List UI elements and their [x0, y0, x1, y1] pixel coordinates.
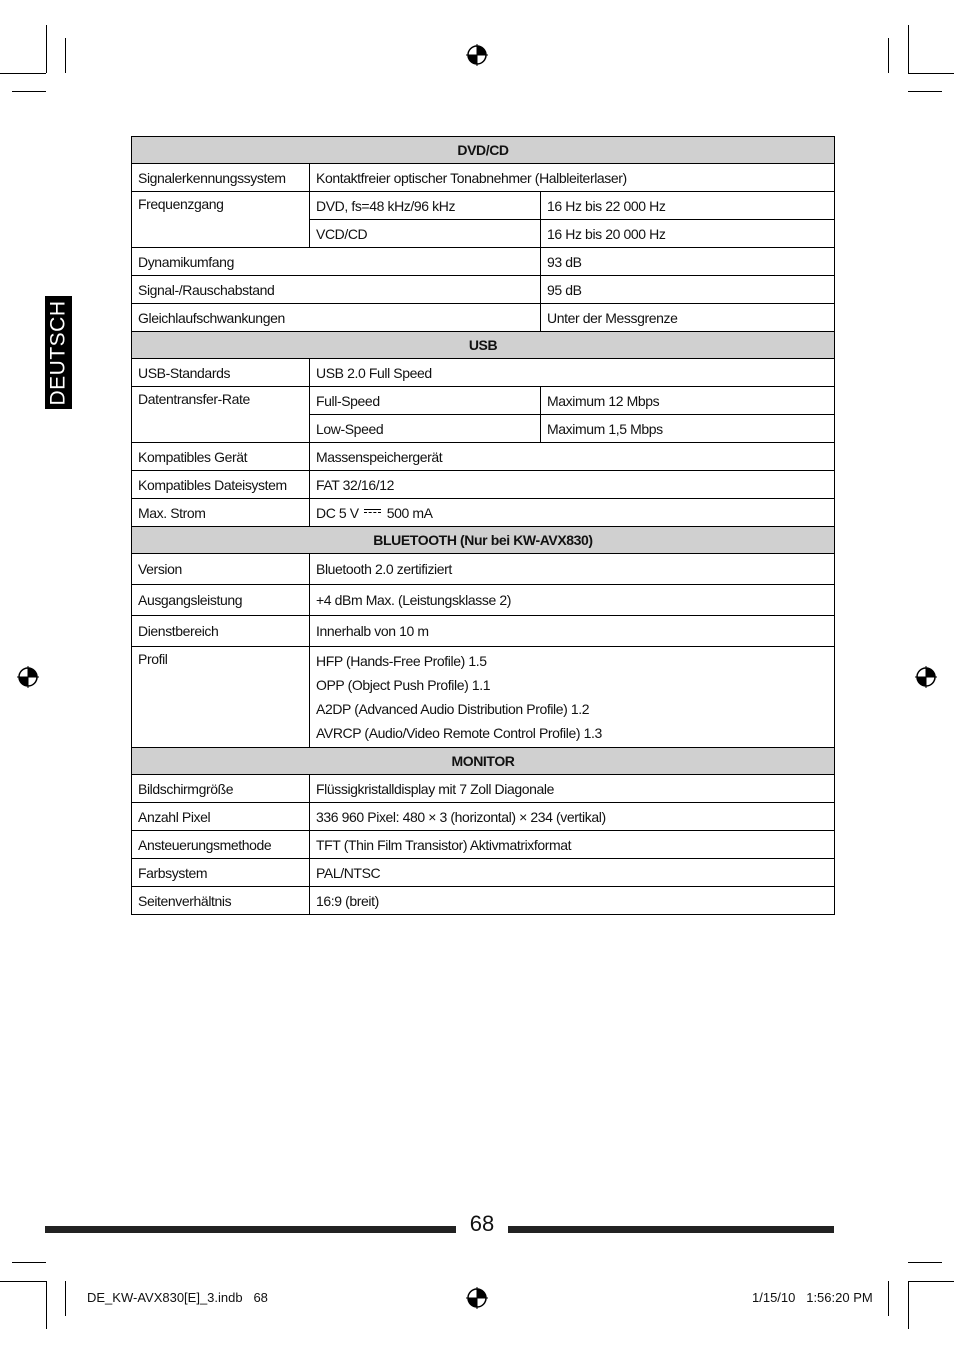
- table-row: [132, 859, 835, 887]
- table-row: [132, 616, 835, 647]
- spec-value: Flüssigkristalldisplay mit 7 Zoll Diagonale: [310, 775, 835, 803]
- crop-mark: [908, 25, 909, 73]
- registration-mark-icon: [466, 1287, 488, 1309]
- spec-value: +4 dBm Max. (Leistungsklasse 2): [310, 585, 835, 616]
- spec-value: Unter der Messgrenze: [541, 304, 835, 332]
- print-timestamp: 1/15/10 1:56:20 PM: [752, 1290, 873, 1305]
- crop-mark: [908, 1262, 942, 1263]
- spec-value: Kontaktfreier optischer Tonabnehmer (Halbleiterlaser): [310, 164, 835, 192]
- table-row: [132, 387, 835, 415]
- spec-value: 95 dB: [541, 276, 835, 304]
- crop-mark: [12, 1262, 46, 1263]
- spec-value: FAT 32/16/12: [310, 471, 835, 499]
- table-row: [132, 192, 835, 220]
- section-title: BLUETOOTH (Nur bei KW-AVX830): [132, 527, 835, 554]
- spec-label: Seitenverhältnis: [132, 887, 310, 915]
- spec-label: Dienstbereich: [132, 616, 310, 647]
- registration-mark-icon: [915, 666, 937, 688]
- table-row: [132, 276, 835, 304]
- crop-mark: [65, 38, 66, 73]
- crop-mark: [12, 91, 46, 92]
- spec-label: Datentransfer-Rate: [132, 387, 310, 443]
- spec-mode: VCD/CD: [310, 220, 541, 248]
- table-row: [132, 554, 835, 585]
- table-row: [132, 831, 835, 859]
- spec-label: Max. Strom: [132, 499, 310, 527]
- crop-mark: [46, 25, 47, 73]
- specifications-table: [131, 136, 835, 915]
- spec-value: 16 Hz bis 22 000 Hz: [541, 192, 835, 220]
- section-header-row: [132, 527, 835, 554]
- table-row: [132, 887, 835, 915]
- crop-mark: [0, 1281, 46, 1282]
- page-number: 68: [469, 1211, 495, 1236]
- spec-label: Signalerkennungssystem: [132, 164, 310, 192]
- section-title: MONITOR: [132, 748, 835, 775]
- footer-bar-left: [45, 1226, 456, 1233]
- spec-value-list: [310, 647, 835, 748]
- spec-mode: Full-Speed: [310, 387, 541, 415]
- spec-label: Signal-/Rauschabstand: [132, 276, 541, 304]
- registration-mark-icon: [17, 666, 39, 688]
- table-row: [132, 164, 835, 192]
- section-header-row: [132, 137, 835, 164]
- language-tab: [45, 296, 72, 409]
- section-header-row: [132, 748, 835, 775]
- spec-value: TFT (Thin Film Transistor) Aktivmatrixformat: [310, 831, 835, 859]
- crop-mark: [908, 91, 942, 92]
- print-file-info: DE_KW-AVX830[E]_3.indb 68: [87, 1290, 268, 1305]
- spec-label: Kompatibles Gerät: [132, 443, 310, 471]
- spec-value: Massenspeichergerät: [310, 443, 835, 471]
- table-row: [132, 248, 835, 276]
- spec-label: Profil: [132, 647, 310, 748]
- spec-value: Maximum 1,5 Mbps: [541, 415, 835, 443]
- language-tab-label: DEUTSCH: [46, 299, 70, 406]
- current-amperage: 500 mA: [386, 504, 433, 521]
- list-item: HFP (Hands-Free Profile) 1.5: [316, 653, 487, 669]
- spec-label: Anzahl Pixel: [132, 803, 310, 831]
- table-row: [132, 359, 835, 387]
- list-item: OPP (Object Push Profile) 1.1: [316, 677, 491, 693]
- table-row: [132, 443, 835, 471]
- dc-symbol-icon: [364, 509, 381, 515]
- crop-mark: [908, 1281, 954, 1282]
- crop-mark: [908, 73, 954, 74]
- spec-value: 16:9 (breit): [310, 887, 835, 915]
- spec-label: Dynamikumfang: [132, 248, 541, 276]
- spec-value: Innerhalb von 10 m: [310, 616, 835, 647]
- spec-label: Version: [132, 554, 310, 585]
- crop-mark: [65, 1281, 66, 1316]
- section-title: DVD/CD: [132, 137, 835, 164]
- spec-mode: Low-Speed: [310, 415, 541, 443]
- table-row: [132, 803, 835, 831]
- spec-label: Bildschirmgröße: [132, 775, 310, 803]
- registration-mark-icon: [466, 44, 488, 66]
- spec-value: Maximum 12 Mbps: [541, 387, 835, 415]
- footer-bar-right: [508, 1226, 834, 1233]
- crop-mark: [46, 1281, 47, 1329]
- spec-label: Gleichlaufschwankungen: [132, 304, 541, 332]
- list-item: A2DP (Advanced Audio Distribution Profile) 1.2: [316, 701, 590, 717]
- spec-label: Frequenzgang: [132, 192, 310, 248]
- spec-value: USB 2.0 Full Speed: [310, 359, 835, 387]
- table-row: [132, 304, 835, 332]
- crop-mark: [0, 73, 46, 74]
- spec-value: Bluetooth 2.0 zertifiziert: [310, 554, 835, 585]
- crop-mark: [888, 38, 889, 73]
- table-row: [132, 647, 835, 748]
- crop-mark: [888, 1281, 889, 1316]
- table-row: [132, 585, 835, 616]
- current-voltage: DC 5 V: [316, 504, 359, 521]
- list-item: AVRCP (Audio/Video Remote Control Profile) 1.3: [316, 725, 602, 741]
- table-row: [132, 775, 835, 803]
- spec-label: USB-Standards: [132, 359, 310, 387]
- section-title: USB: [132, 332, 835, 359]
- spec-label: Ausgangsleistung: [132, 585, 310, 616]
- spec-value: 336 960 Pixel: 480 × 3 (horizontal) × 234 (vertikal): [310, 803, 835, 831]
- table-row: [132, 471, 835, 499]
- table-row: [132, 499, 835, 527]
- spec-value: [310, 499, 835, 527]
- spec-value: 16 Hz bis 20 000 Hz: [541, 220, 835, 248]
- spec-label: Kompatibles Dateisystem: [132, 471, 310, 499]
- crop-mark: [908, 1281, 909, 1329]
- spec-label: Ansteuerungsmethode: [132, 831, 310, 859]
- spec-value: PAL/NTSC: [310, 859, 835, 887]
- section-header-row: [132, 332, 835, 359]
- spec-label: Farbsystem: [132, 859, 310, 887]
- spec-value: 93 dB: [541, 248, 835, 276]
- spec-mode: DVD, fs=48 kHz/96 kHz: [310, 192, 541, 220]
